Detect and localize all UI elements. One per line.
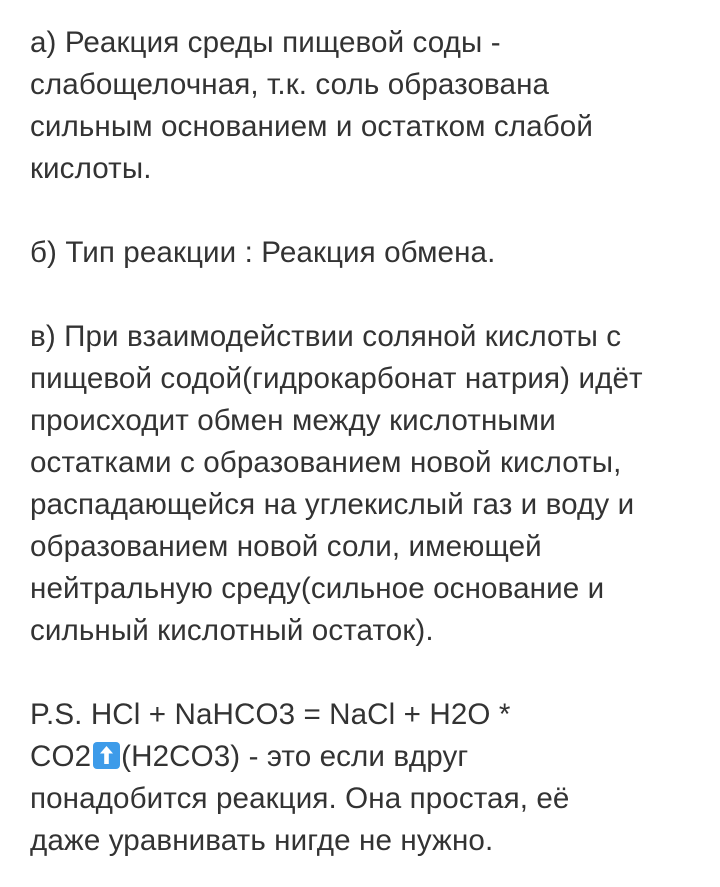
co2-text: CO2 bbox=[30, 740, 92, 773]
text-line: образованием новой соли, имеющей bbox=[30, 530, 542, 563]
text-line: понадобится реакция. Она простая, её bbox=[30, 782, 570, 815]
text-line: происходит обмен между кислотными bbox=[30, 404, 556, 437]
paragraph-c bbox=[30, 316, 702, 652]
text-line: пищевой содой(гидрокарбонат натрия) идёт bbox=[30, 362, 643, 395]
text-line: сильным основанием и остатком слабой bbox=[30, 110, 593, 143]
text-line: P.S. HCl + NaHCO3 = NaCl + H2O * bbox=[30, 698, 511, 731]
text-line: нейтральную среду(сильное основание и bbox=[30, 572, 605, 605]
text-line: сильный кислотный остаток). bbox=[30, 614, 434, 647]
paragraph-b bbox=[30, 232, 702, 274]
text-line: остатками с образованием новой кислоты, bbox=[30, 446, 622, 479]
paragraph-ps bbox=[30, 694, 702, 862]
text-line: в) При взаимодействии соляной кислоты с bbox=[30, 320, 622, 353]
text-line: кислоты. bbox=[30, 152, 152, 185]
text-line: распадающейся на углекислый газ и воду и bbox=[30, 488, 635, 521]
text-line: б) Тип реакции : Реакция обмена. bbox=[30, 236, 496, 269]
text-line: слабощелочная, т.к. соль образована bbox=[30, 68, 550, 101]
h2co3-text: (H2CO3) - это если вдруг bbox=[121, 740, 469, 773]
up-arrow-icon bbox=[93, 742, 120, 769]
text-line: даже уравнивать нигде не нужно. bbox=[30, 824, 494, 857]
answer-text bbox=[30, 22, 702, 862]
text-line bbox=[30, 736, 702, 778]
text-line: а) Реакция среды пищевой соды - bbox=[30, 26, 501, 59]
paragraph-a bbox=[30, 22, 702, 190]
